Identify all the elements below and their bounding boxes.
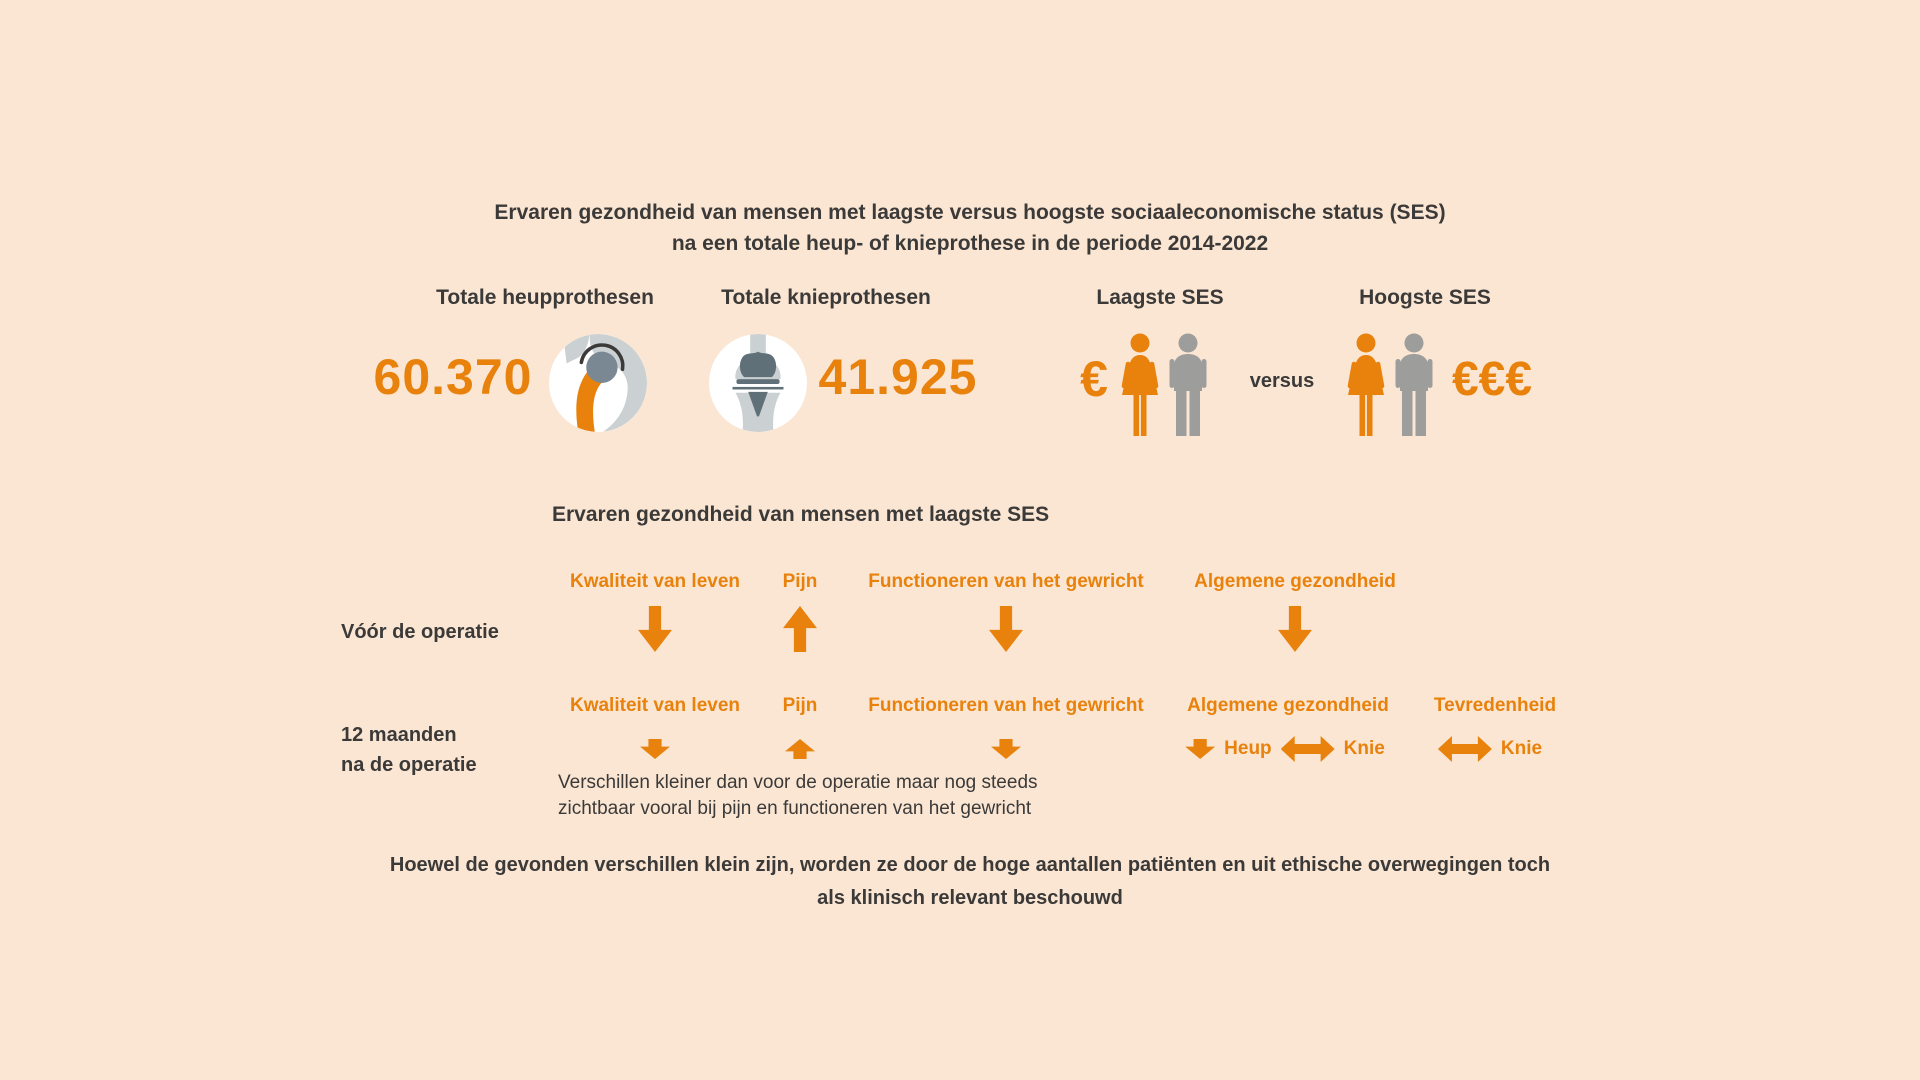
before-col-label-pain: Pijn <box>782 571 818 592</box>
knie-label: Knie <box>1500 738 1543 759</box>
highest-ses-label: Hoogste SES <box>1359 286 1491 309</box>
arrow-up-small-icon <box>785 739 815 759</box>
footer-line1: Hoewel de gevonden verschillen klein zijn, worden ze door de hoge aantallen patiënten en uit ethische overwegingen toch <box>389 854 1551 876</box>
arrow-down-small-icon <box>991 739 1021 759</box>
knee-total-label: Totale knieprothesen <box>721 286 931 309</box>
male-figure-icon <box>1393 333 1435 437</box>
footer <box>390 849 1550 915</box>
before-col-label-general-health: Algemene gezondheid <box>1194 571 1396 592</box>
footer-line2: als klinisch relevant beschouwd <box>817 887 1123 909</box>
after-row-label-line2: na de operatie <box>341 754 477 776</box>
after-col-label-satisfaction: Tevredenheid <box>1433 695 1557 716</box>
title-line2: na een totale heup- of knieprothese in de periode 2014-2022 <box>671 232 1269 255</box>
triple-euro-sign-icon: €€€ <box>1451 353 1533 406</box>
after-row-label-line1: 12 maanden <box>341 724 457 746</box>
euro-sign-icon: € <box>1080 351 1108 407</box>
after-col-label-quality-of-life: Kwaliteit van leven <box>569 695 741 716</box>
male-figure-icon <box>1167 333 1209 437</box>
title-line1: Ervaren gezondheid van mensen met laagste versus hoogste sociaaleconomische status (SES) <box>494 201 1446 224</box>
versus-label: versus <box>1249 370 1315 392</box>
before-col-label-quality-of-life: Kwaliteit van leven <box>569 571 741 592</box>
after-row-label <box>341 720 477 780</box>
after-satisfaction-trends <box>1438 736 1542 762</box>
note <box>558 770 1038 822</box>
after-general-health-trends <box>1185 736 1385 762</box>
lowest-ses-label: Laagste SES <box>1096 286 1224 309</box>
arrow-down-icon <box>989 606 1023 652</box>
arrow-down-small-icon <box>1185 739 1215 759</box>
hip-total-label: Totale heupprothesen <box>436 286 654 309</box>
arrow-down-small-icon <box>640 739 670 759</box>
female-figure-icon <box>1345 333 1387 437</box>
title <box>494 197 1445 259</box>
female-figure-icon <box>1119 333 1161 437</box>
after-col-label-joint-function: Functioneren van het gewricht <box>868 695 1144 716</box>
arrow-horizontal-icon <box>1438 736 1492 762</box>
arrow-up-icon <box>783 606 817 652</box>
after-col-label-general-health: Algemene gezondheid <box>1187 695 1389 716</box>
heup-label: Heup <box>1224 738 1272 759</box>
note-line1: Verschillen kleiner dan voor de operatie maar nog steeds <box>558 772 1038 793</box>
arrow-down-icon <box>1278 606 1312 652</box>
hip-prosthesis-icon <box>549 334 647 432</box>
before-col-label-joint-function: Functioneren van het gewricht <box>868 571 1144 592</box>
arrow-horizontal-icon <box>1281 736 1335 762</box>
knee-total-value: 41.925 <box>818 349 978 405</box>
after-col-label-pain: Pijn <box>782 695 818 716</box>
knie-label: Knie <box>1343 738 1385 759</box>
note-line2: zichtbaar vooral bij pijn en functioneren van het gewricht <box>558 798 1032 819</box>
section-heading: Ervaren gezondheid van mensen met laagste SES <box>552 503 1050 526</box>
knee-prosthesis-icon <box>709 334 807 432</box>
before-row-label: Vóór de operatie <box>341 621 499 643</box>
arrow-down-icon <box>638 606 672 652</box>
hip-total-value: 60.370 <box>373 349 533 405</box>
